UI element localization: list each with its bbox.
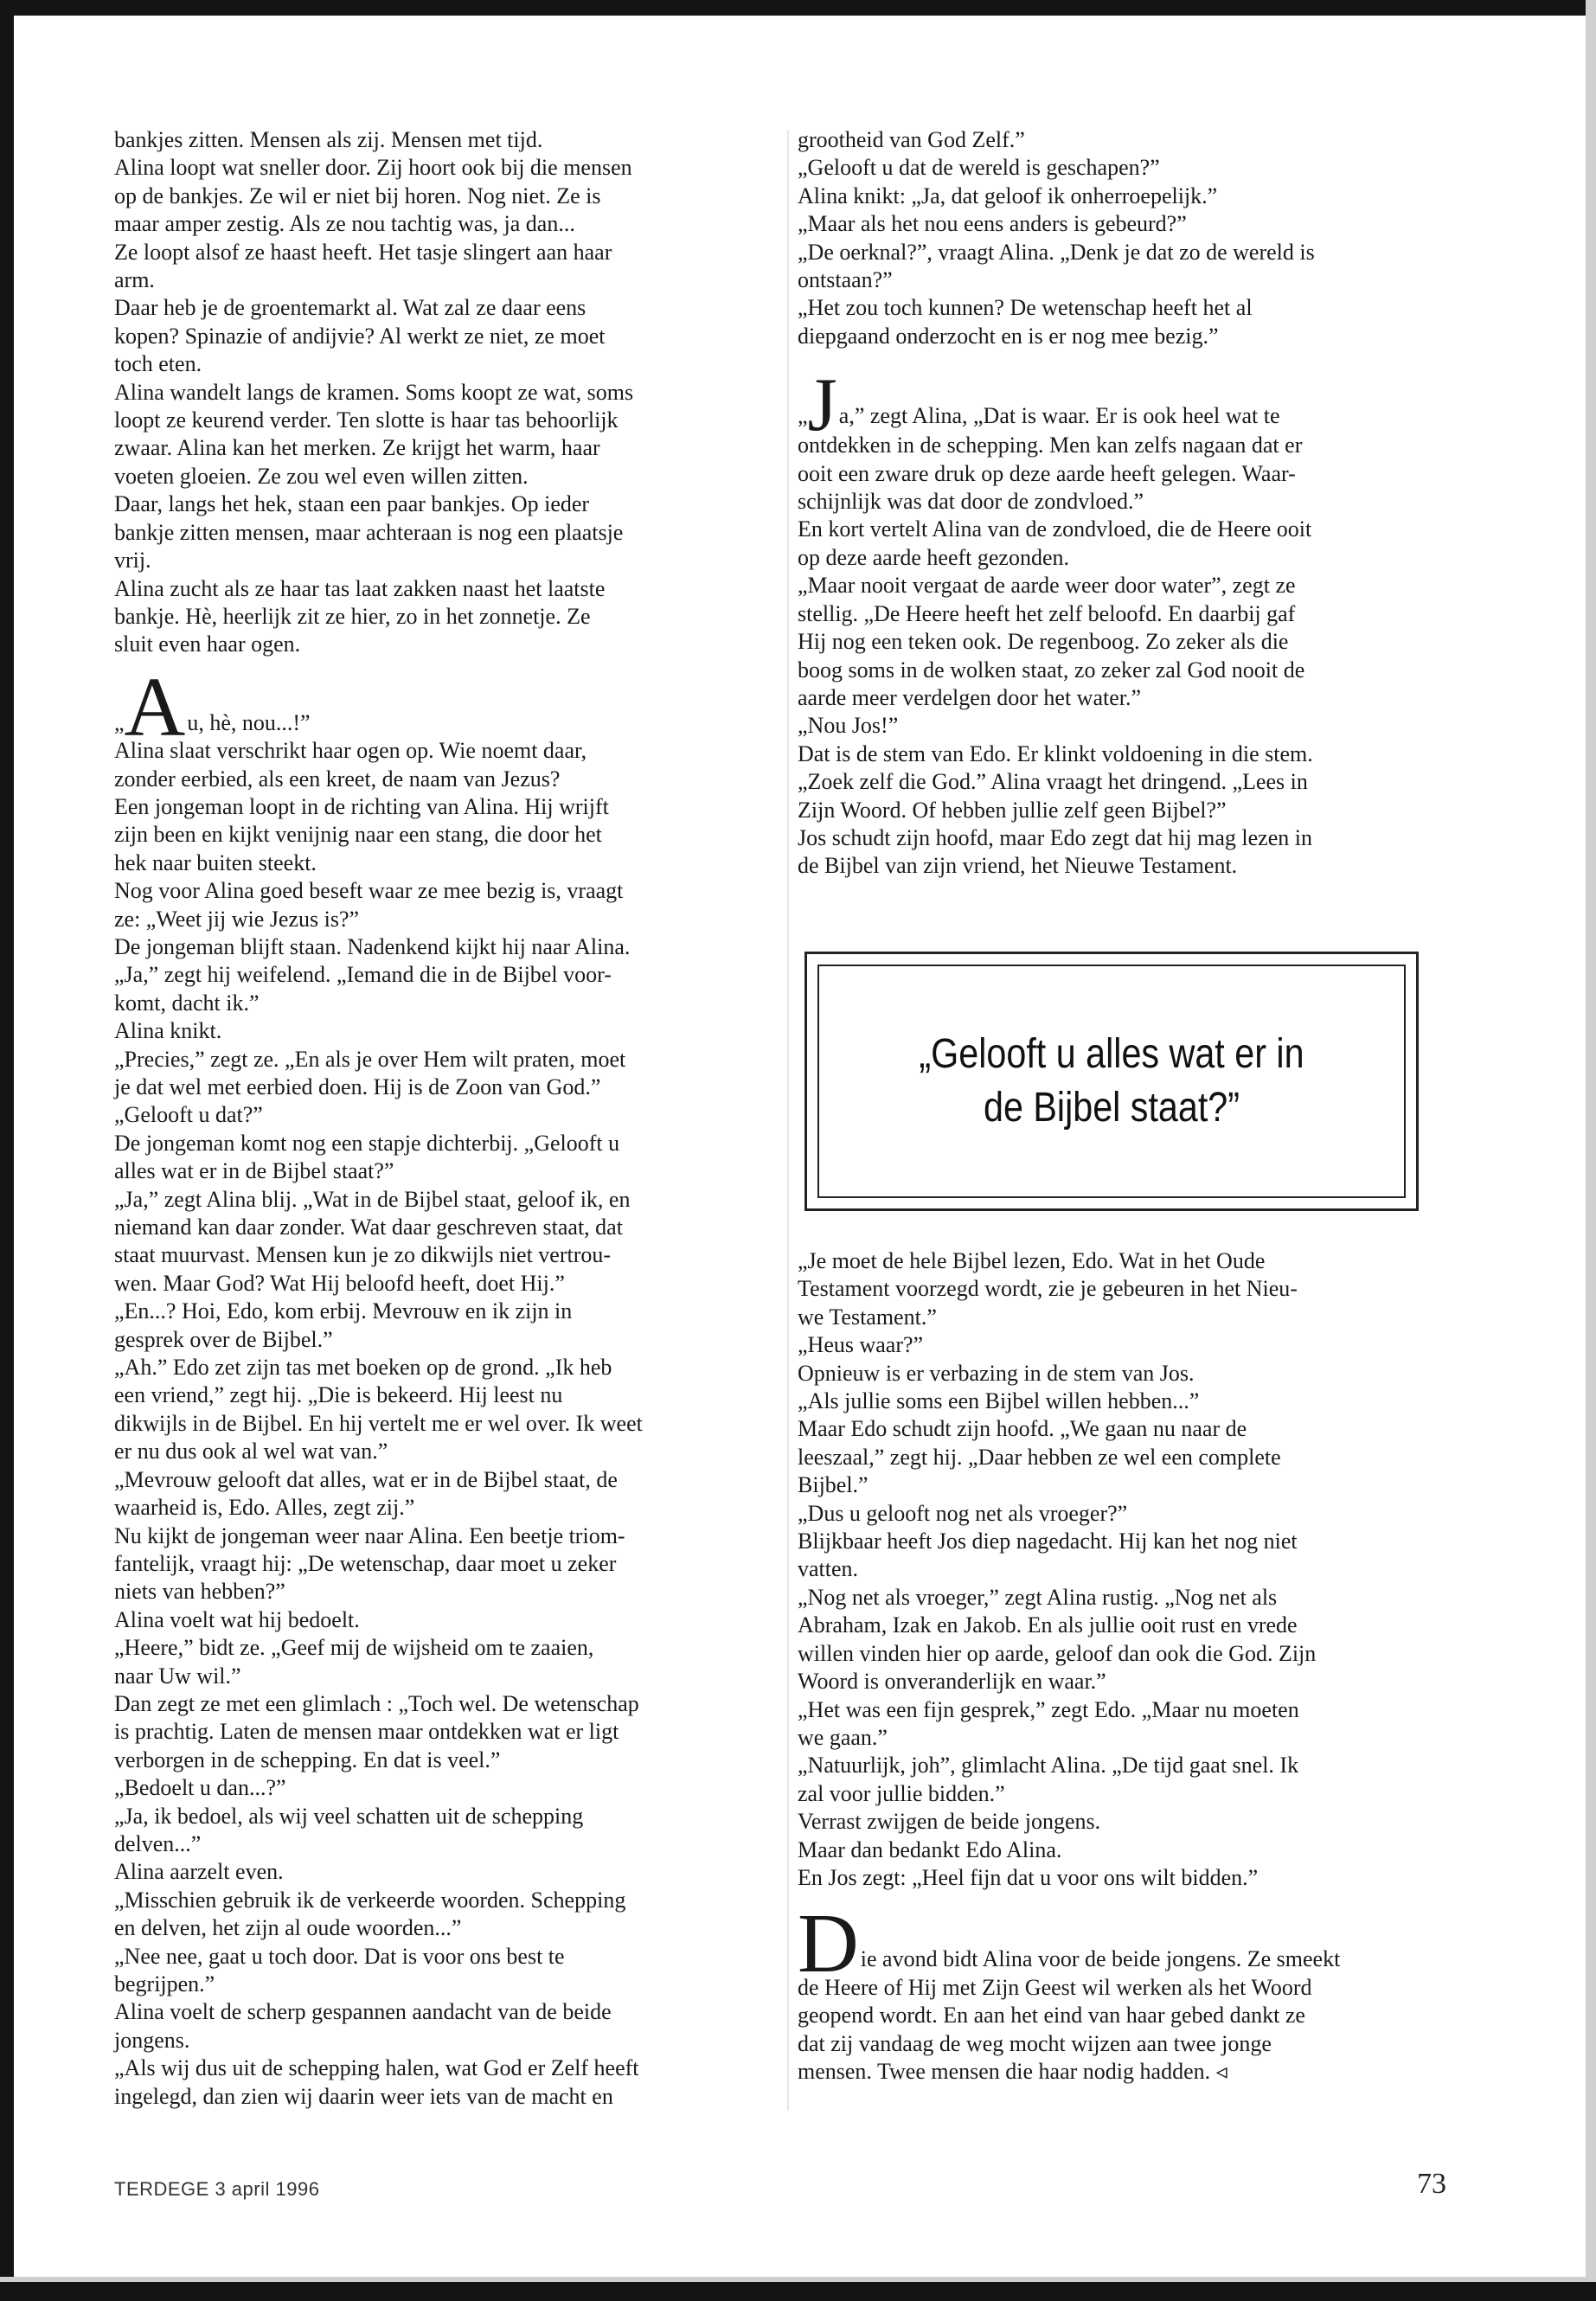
left-column <box>114 126 746 2111</box>
text-line: „Natuurlijk, joh”, glimlacht Alina. „De tijd gaat snel. Ik <box>798 1753 1299 1779</box>
text-line: Abraham, Izak en Jakob. En als jullie ooit rust en vrede <box>798 1612 1298 1638</box>
scan-frame-left <box>0 0 14 2301</box>
text-line: zonder eerbied, als een kreet, de naam van Jezus? <box>114 766 561 792</box>
text-line: komt, dacht ik.” <box>114 990 260 1016</box>
text-line: „Mevrouw gelooft dat alles, wat er in de Bijbel staat, de <box>114 1466 618 1492</box>
text-line: jongens. <box>114 2027 190 2053</box>
text-line: „Dus u gelooft nog net als vroeger?” <box>798 1500 1128 1526</box>
text-line: maar amper zestig. Als ze nou tachtig was, ja dan... <box>114 211 575 237</box>
text-line: Daar, langs het hek, staan een paar bankjes. Op ieder <box>114 491 590 517</box>
text-line: Alina zucht als ze haar tas laat zakken naast het laatste <box>114 575 606 601</box>
text-line: bankje zitten mensen, maar achteraan is nog een plaatsje <box>114 519 624 545</box>
text-line: arm. <box>114 267 155 293</box>
dropcap-j-rest: a,” zegt Alina, „Dat is waar. Er is ook heel wat te <box>838 403 1280 429</box>
text-line: hek naar buiten steekt. <box>114 849 317 875</box>
text-line: niets van hebben?” <box>114 1579 285 1605</box>
text-line: en delven, het zijn al oude woorden...” <box>114 1915 462 1941</box>
text-line: zwaar. Alina kan het merken. Ze krijgt het warm, haar <box>114 435 600 461</box>
publication-footer: TERDEGE 3 april 1996 <box>114 2178 320 2200</box>
text-line: is prachtig. Laten de mensen maar ontdekken wat er ligt <box>114 1719 619 1745</box>
text-line: Dan zegt ze met een glimlach : „Toch wel. De wetenschap <box>114 1690 639 1716</box>
text-line: Woord is onveranderlijk en waar.” <box>798 1669 1106 1695</box>
text-line: „Nee nee, gaat u toch door. Dat is voor ons best te <box>114 1943 565 1969</box>
text-line: Alina slaat verschrikt haar ogen op. Wie noemt daar, <box>114 738 587 764</box>
text-line: „Nou Jos!” <box>798 713 899 739</box>
text-line: En kort vertelt Alina van de zondvloed, die de Heere ooit <box>798 516 1312 542</box>
text-line: Testament voorzegd wordt, zie je gebeuren in het Nieu- <box>798 1276 1298 1302</box>
text-line: de Heere of Hij met Zijn Geest wil werken als het Woord <box>798 1974 1312 2000</box>
text-line: Maar Edo schudt zijn hoofd. „We gaan nu naar de <box>798 1416 1247 1442</box>
right-para-2 <box>798 432 1433 881</box>
text-line: „Heus waar?” <box>798 1332 924 1358</box>
text-line: we Testament.” <box>798 1304 937 1330</box>
text-line: Ze loopt alsof ze haast heeft. Het tasje slingert aan haar <box>114 239 612 265</box>
text-line: „Precies,” zegt ze. „En als je over Hem wilt praten, moet <box>114 1046 626 1072</box>
text-line: „Ja,” zegt hij weifelend. „Iemand die in de Bijbel voor- <box>114 962 612 988</box>
scan-frame-bottom <box>0 2282 1596 2301</box>
text-line: Alina aarzelt even. <box>114 1859 284 1885</box>
text-line: loopt ze keurend verder. Ten slotte is haar tas behoorlijk <box>114 407 619 433</box>
text-line: schijnlijk was dat door de zondvloed.” <box>798 489 1144 515</box>
text-line: je dat wel met eerbied doen. Hij is de Zoon van God.” <box>114 1074 601 1099</box>
text-line: een vriend,” zegt hij. „Die is bekeerd. Hij leest nu <box>114 1382 563 1408</box>
text-line: verborgen in de schepping. En dat is veel.” <box>114 1747 501 1772</box>
text-line: toch eten. <box>114 351 202 377</box>
pull-quote-text: „Gelooft u alles wat er in de Bijbel staat?” <box>919 1031 1304 1131</box>
text-line: „Als jullie soms een Bijbel willen hebben...” <box>798 1388 1200 1414</box>
text-line: wen. Maar God? Wat Hij beloofd heeft, doet Hij.” <box>114 1270 565 1296</box>
text-line: op de bankjes. Ze wil er niet bij horen. Nog niet. Ze is <box>114 183 601 208</box>
text-line: voeten gloeien. Ze zou wel even willen zitten. <box>114 463 529 489</box>
text-line: delven...” <box>114 1830 202 1856</box>
text-line: bankje. Hè, heerlijk zit ze hier, zo in het zonnetje. Ze <box>114 603 591 629</box>
text-line: „Het zou toch kunnen? De wetenschap heeft het al <box>798 295 1253 321</box>
text-line: Maar dan bedankt Edo Alina. <box>798 1836 1062 1862</box>
text-line: Zijn Woord. Of hebben jullie zelf geen Bijbel?” <box>798 797 1227 823</box>
text-line: Een jongeman loopt in de richting van Alina. Hij wrijft <box>114 793 609 819</box>
text-line: zal voor jullie bidden.” <box>798 1780 1005 1806</box>
text-line: „Misschien gebruik ik de verkeerde woorden. Schepping <box>114 1887 626 1913</box>
text-line: willen vinden hier op aarde, geloof dan ook die God. Zijn <box>798 1640 1317 1666</box>
text-line: „En...? Hoi, Edo, kom erbij. Mevrouw en ik zijn in <box>114 1298 573 1324</box>
text-line: Nu kijkt de jongeman weer naar Alina. Een beetje triom- <box>114 1522 625 1548</box>
scan-frame-top <box>0 0 1596 16</box>
text-line: Alina knikt: „Ja, dat geloof ik onherroepelijk.” <box>798 183 1218 208</box>
text-line: vatten. <box>798 1556 859 1582</box>
text-line: de Bijbel van zijn vriend, het Nieuwe Testament. <box>798 853 1238 879</box>
dropcap-letter-d: D <box>798 1897 859 1991</box>
text-line: „Het was een fijn gesprek,” zegt Edo. „Maar nu moeten <box>798 1696 1299 1722</box>
text-line: staat muurvast. Mensen kun je zo dikwijls niet vertrou- <box>114 1242 612 1268</box>
text-line: leeszaal,” zegt hij. „Daar hebben ze wel een complete <box>798 1444 1281 1470</box>
text-line: „Ja, ik bedoel, als wij veel schatten uit de schepping <box>114 1803 584 1829</box>
text-line: dat zij vandaag de weg mocht wijzen aan twee jonge <box>798 2030 1272 2056</box>
text-line: ingelegd, dan zien wij daarin weer iets van de macht en <box>114 2083 613 2109</box>
pull-quote-inner-frame <box>817 965 1406 1198</box>
text-line: Verrast zwijgen de beide jongens. <box>798 1809 1101 1835</box>
right-column-top <box>798 126 1433 881</box>
left-para-2 <box>114 737 746 2111</box>
left-para-1 <box>114 126 746 659</box>
page-number: 73 <box>1417 2168 1446 2200</box>
text-line: „Maar nooit vergaat de aarde weer door water”, zegt ze <box>798 573 1296 599</box>
text-line: waarheid is, Edo. Alles, zegt zij.” <box>114 1495 415 1521</box>
dropcap-a-rest: u, hè, nou...!” <box>187 709 311 735</box>
text-line: „Ja,” zegt Alina blij. „Wat in de Bijbel staat, geloof ik, en <box>114 1186 631 1212</box>
text-line: Alina voelt de scherp gespannen aandacht van de beide <box>114 1999 612 2025</box>
dropcap-letter-j: J <box>807 363 837 448</box>
text-line: Dat is de stem van Edo. Er klinkt voldoening in die stem. <box>798 740 1313 766</box>
text-line: Nog voor Alina goed beseft waar ze mee bezig is, vraagt <box>114 878 624 904</box>
text-line: geopend wordt. En aan het eind van haar gebed dankt ze <box>798 2003 1305 2029</box>
text-line: Alina voelt wat hij bedoelt. <box>114 1606 360 1632</box>
text-line: boog soms in de wolken staat, zo zeker zal God nooit de <box>798 657 1305 683</box>
text-line: op deze aarde heeft gezonden. <box>798 544 1069 570</box>
text-line: Opnieuw is er verbazing in de stem van Jos. <box>798 1360 1195 1386</box>
text-line: „Gelooft u dat?” <box>114 1102 263 1128</box>
text-line: ze: „Weet jij wie Jezus is?” <box>114 906 360 932</box>
dropcap-d-rest: ie avond bidt Alina voor de beide jongens. Ze smeekt <box>860 1946 1341 1972</box>
right-column-bottom <box>798 1247 1433 2086</box>
text-line: aarde meer verdelgen door het water.” <box>798 684 1142 710</box>
text-line: zijn been en kijkt venijnig naar een stang, die door het <box>114 822 602 848</box>
text-line: mensen. Twee mensen die haar nodig hadden. ◃ <box>798 2058 1227 2084</box>
text-line: ontstaan?” <box>798 267 893 293</box>
dropcap-a-quote: „ <box>114 709 125 735</box>
text-line: „Heere,” bidt ze. „Geef mij de wijsheid om te zaaien, <box>114 1635 594 1661</box>
text-line: sluit even haar ogen. <box>114 631 301 657</box>
text-line: „Maar als het nou eens anders is gebeurd?” <box>798 211 1187 237</box>
scan-frame-right <box>1586 0 1596 2301</box>
text-line: Alina wandelt langs de kramen. Soms koopt ze wat, soms <box>114 379 634 405</box>
text-line: „De oerknal?”, vraagt Alina. „Denk je dat zo de wereld is <box>798 239 1315 265</box>
right-para-3 <box>798 1247 1433 1892</box>
text-line: En Jos zegt: „Heel fijn dat u voor ons wilt bidden.” <box>798 1864 1259 1890</box>
text-line: ooit een zware druk op deze aarde heeft gelegen. Waar- <box>798 460 1296 486</box>
dropcap-j-quote: „ <box>798 403 808 429</box>
text-line: gesprek over de Bijbel.” <box>114 1326 333 1352</box>
text-line: „Als wij dus uit de schepping halen, wat God er Zelf heeft <box>114 2055 639 2081</box>
text-line: niemand kan daar zonder. Wat daar geschreven staat, dat <box>114 1215 623 1240</box>
text-line: „Bedoelt u dan...?” <box>114 1775 286 1801</box>
text-line: Alina loopt wat sneller door. Zij hoort ook bij die mensen <box>114 155 632 181</box>
text-line: er nu dus ook al wel wat van.” <box>114 1439 388 1465</box>
right-para-1 <box>798 126 1433 350</box>
text-line: kopen? Spinazie of andijvie? Al werkt ze niet, ze moet <box>114 323 606 349</box>
text-line: „Ah.” Edo zet zijn tas met boeken op de grond. „Ik heb <box>114 1355 612 1381</box>
text-line: we gaan.” <box>798 1724 888 1750</box>
text-line: „Je moet de hele Bijbel lezen, Edo. Wat in het Oude <box>798 1248 1266 1273</box>
text-line: begrijpen.” <box>114 1971 215 1997</box>
text-line: diepgaand onderzocht en is er nog mee bezig.” <box>798 323 1219 349</box>
text-line: stellig. „De Heere heeft het zelf beloofd. En daarbij gaf <box>798 600 1296 626</box>
text-line: De jongeman blijft staan. Nadenkend kijkt hij naar Alina. <box>114 933 631 959</box>
text-line: Blijkbaar heeft Jos diep nagedacht. Hij kan het nog niet <box>798 1529 1298 1554</box>
text-line: De jongeman komt nog een stapje dichterbij. „Gelooft u <box>114 1130 620 1156</box>
text-line: Daar heb je de groentemarkt al. Wat zal ze daar eens <box>114 295 586 321</box>
text-line: dikwijls in de Bijbel. En hij vertelt me er wel over. Ik weet <box>114 1410 643 1436</box>
text-line: Jos schudt zijn hoofd, maar Edo zegt dat hij mag lezen in <box>798 824 1312 850</box>
column-divider <box>787 130 789 2111</box>
text-line: naar Uw wil.” <box>114 1663 241 1689</box>
text-line: fantelijk, vraagt hij: „De wetenschap, daar moet u zeker <box>114 1550 617 1576</box>
text-line: grootheid van God Zelf.” <box>798 127 1025 152</box>
text-line: Bijbel.” <box>798 1472 869 1498</box>
text-line: ontdekken in de schepping. Men kan zelfs nagaan dat er <box>798 433 1303 458</box>
dropcap-letter-a: A <box>124 660 186 754</box>
text-line: „Zoek zelf die God.” Alina vraagt het dringend. „Lees in <box>798 769 1308 795</box>
text-line: Alina knikt. <box>114 1018 222 1044</box>
text-line: Hij nog een teken ook. De regenboog. Zo zeker als die <box>798 629 1289 655</box>
text-line: „Gelooft u dat de wereld is geschapen?” <box>798 155 1160 181</box>
text-line: „Nog net als vroeger,” zegt Alina rustig. „Nog net als <box>798 1584 1278 1610</box>
text-line: bankjes zitten. Mensen als zij. Mensen met tijd. <box>114 127 543 152</box>
right-para-4 <box>798 1974 1433 2086</box>
text-line: alles wat er in de Bijbel staat?” <box>114 1158 394 1184</box>
text-line: vrij. <box>114 548 151 574</box>
pull-quote-box <box>804 952 1419 1211</box>
